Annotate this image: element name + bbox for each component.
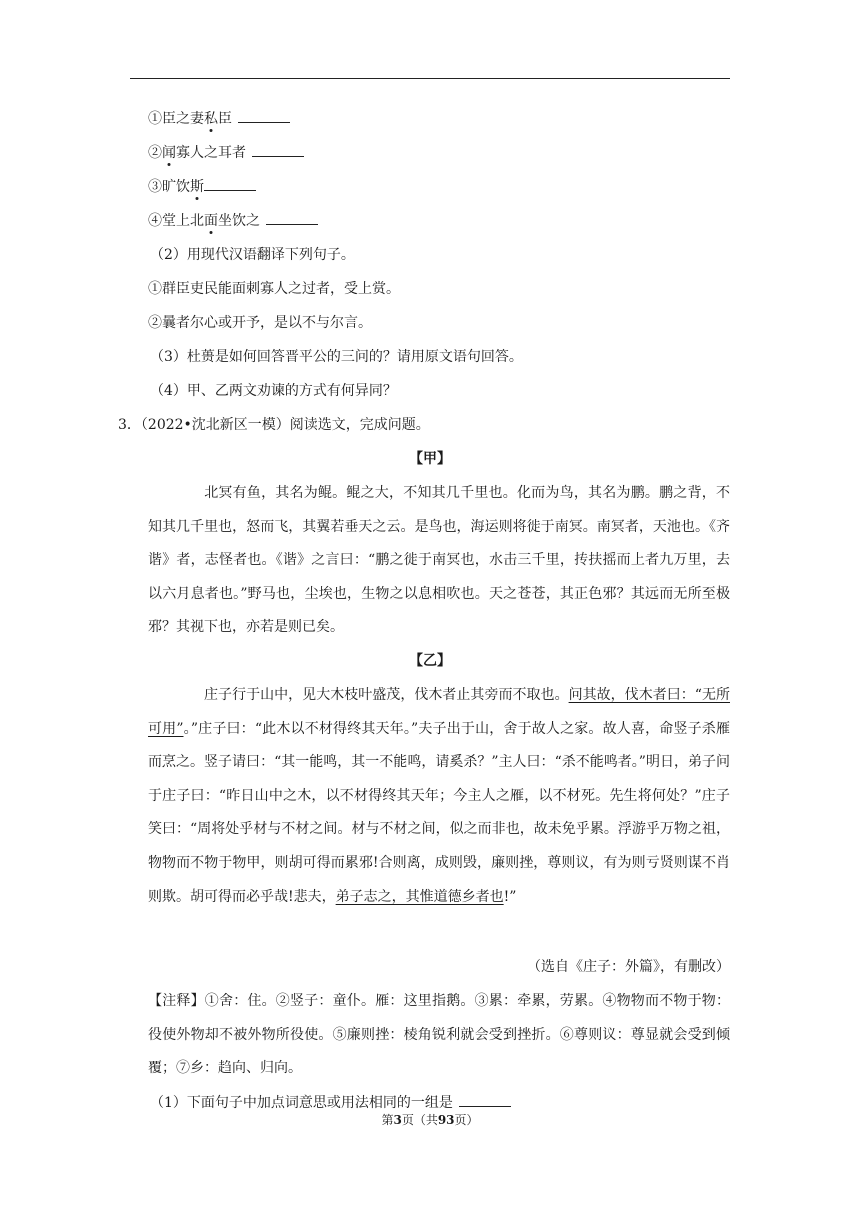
question-2-sentence-2: ②曩者尔心或开予，是以不与尔言。	[148, 315, 372, 331]
underlined-sentence: 弟子志之，其惟道德乡者也	[335, 888, 504, 905]
passage-yi-text: 。”庄子曰：“此木以不材得终其天年。”夫子出于山，舍于故人之家。故人喜，命竖子杀雁而烹之。竖子请曰：“其一能鸣，其一不能鸣，请奚杀？”主人曰：“杀不能鸣者。”明日，弟子问于庄子曰：“昨日山中之木，以不材得终其天年；今主人之雁，以不材死。先生将何处？”庄子笑曰：“周将处乎材与不材之间。材与不材之间，似之而非也，故未免乎累。浮游乎万物之祖，物物而不物于物甲，则胡可得而累邪!合则离，成则毁，廉则挫，尊则议，有为则亏贤则谋不肖则欺。胡可得而必乎哉!悲夫，	[148, 720, 730, 905]
item-text: 寡人之耳者	[176, 145, 246, 161]
item-1	[148, 110, 290, 128]
passage-jia	[148, 477, 730, 645]
answer-blank[interactable]	[459, 1094, 511, 1107]
answer-blank[interactable]	[252, 144, 304, 157]
question-2-sentence-1: ①群臣吏民能面刺寡人之过者，受上赏。	[148, 281, 400, 297]
item-2	[148, 144, 304, 162]
footer-text: 页（共	[401, 1113, 438, 1127]
annotations: 【注释】①舍：住。②竖子：童仆。雁：这里指鹅。③累：牵累，劳累。④物物而不物于物：役使外物却不被外物所役使。⑤廉则挫：棱角锐利就会受到挫折。⑥尊则议：尊显就会受到倾覆；⑦乡：趋向、归向。	[148, 993, 730, 1077]
item-text: ①臣之妻	[148, 111, 204, 127]
passage-jia-heading: 【甲】	[409, 451, 451, 467]
emphasis-dot-char: 斯	[190, 179, 204, 195]
underlined-sentence: 问其故，伐木者曰：“无所可用”	[148, 687, 730, 737]
item-text: ②	[148, 145, 162, 161]
page-total: 93	[437, 1113, 455, 1127]
emphasis-dot-char: 面	[204, 213, 218, 229]
footer-text: 第	[381, 1113, 394, 1127]
answer-blank[interactable]	[238, 110, 290, 123]
passage-yi	[148, 679, 730, 914]
passage-yi-text: !”	[503, 888, 517, 905]
item-4	[148, 212, 318, 230]
passage-yi-heading: 【乙】	[409, 653, 451, 669]
question-4: （4）甲、乙两文劝谏的方式有何异同？	[150, 383, 397, 399]
item-text: 坐饮之	[218, 213, 260, 229]
item-3	[148, 178, 256, 196]
page-footer	[130, 1112, 730, 1128]
question-1-last	[150, 1094, 511, 1112]
header-rule	[130, 78, 730, 79]
source-citation: （选自《庄子：外篇》，有删改）	[527, 959, 730, 975]
page-number: 3	[393, 1113, 402, 1127]
item-text: ④堂上北	[148, 213, 204, 229]
emphasis-dot-char: 私	[204, 111, 218, 127]
passage-yi-text: 庄子行于山中，见大木枝叶盛茂，伐木者止其旁而不取也。	[204, 687, 569, 703]
question-2: （2）用现代汉语翻译下列句子。	[150, 247, 355, 263]
section-3-title: 3．（2022•沈北新区一模）阅读选文，完成问题。	[118, 417, 430, 433]
item-text: ③旷饮	[148, 179, 190, 195]
footer-text: 页）	[454, 1113, 479, 1127]
answer-blank[interactable]	[204, 178, 256, 191]
answer-blank[interactable]	[266, 212, 318, 225]
question-3: （3）杜蒉是如何回答晋平公的三问的？请用原文语句回答。	[150, 349, 523, 365]
passage-jia-text: 北冥有鱼，其名为鲲。鲲之大，不知其几千里也。化而为鸟，其名为鹏。鹏之背，不知其几千里也，怒而飞，其翼若垂天之云。是鸟也，海运则将徙于南冥。南冥者，天池也。《齐谐》者，志怪者也。《谐》之言曰：“鹏之徙于南冥也，水击三千里，抟扶摇而上者九万里，去以六月息者也。”野马也，尘埃也，生物之以息相吹也。天之苍苍，其正色邪？其远而无所至极邪？其视下也，亦若是则已矣。	[148, 485, 730, 636]
question-text: （1）下面句子中加点词意思或用法相同的一组是	[150, 1095, 453, 1111]
item-text: 臣	[218, 111, 232, 127]
emphasis-dot-char: 闻	[162, 145, 176, 161]
